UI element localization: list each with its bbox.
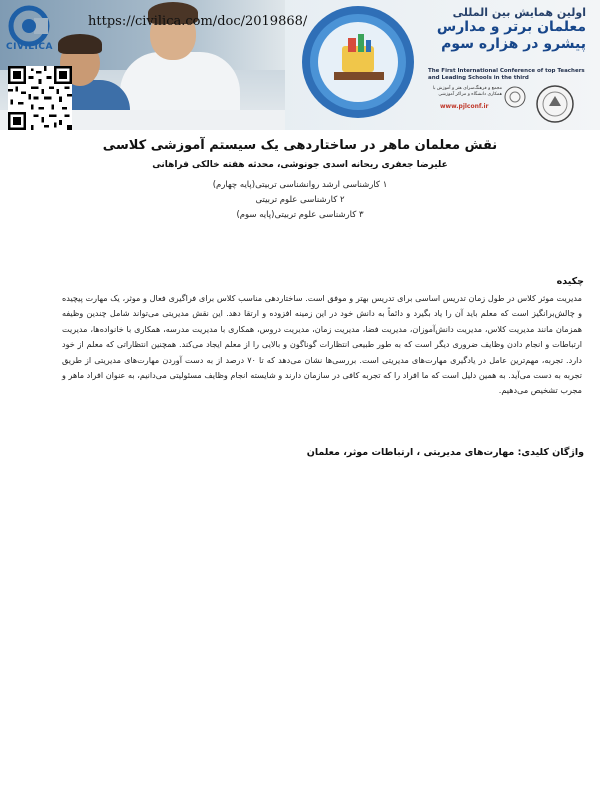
conference-website-link[interactable]: www.pjlconf.ir bbox=[440, 103, 489, 110]
conference-title-fa bbox=[421, 6, 586, 54]
civilica-label: CIVILICA bbox=[6, 42, 53, 52]
sponsor-logo-icon bbox=[535, 84, 575, 124]
conference-seal-icon bbox=[504, 86, 526, 108]
affiliations bbox=[120, 178, 480, 223]
document-url-link[interactable]: https://civilica.com/doc/2019868/ bbox=[88, 14, 308, 29]
conference-subtitle-fa: مجمع و فرهنگ‌سرای هنر و آموزش با همکاری دانشگاه و مراکز آموزشی bbox=[432, 86, 502, 97]
conference-title-line-3: پیشرو در هزاره سوم bbox=[441, 36, 586, 53]
paper-title: نقش معلمان ماهر در ساختاردهی یک سیستم آموزشی کلاسی bbox=[102, 138, 498, 153]
affiliation-1: ۱ کارشناسی ارشد روانشناسی تربیتی(پایه چهارم) bbox=[212, 180, 388, 190]
conference-title-line-1: اولین همایش بین المللی bbox=[452, 6, 586, 19]
qr-code-icon[interactable] bbox=[8, 66, 72, 130]
conference-title-line-2: معلمان برتر و مدارس bbox=[436, 19, 586, 36]
affiliation-3: ۳ کارشناسی علوم تربیتی(پایه سوم) bbox=[236, 210, 364, 220]
abstract-heading: چکیده bbox=[556, 276, 584, 287]
conference-title-en: The First International Conference of top Teachers and Leading Schools in the third bbox=[428, 68, 585, 82]
conference-banner bbox=[0, 0, 600, 130]
affiliation-2: ۲ کارشناسی علوم تربیتی bbox=[255, 195, 345, 205]
conference-emblem-icon bbox=[288, 2, 424, 128]
paper-authors: علیرضا جعفری ریحانه اسدی جونوشی، محدثه هفته خالکی فراهانی bbox=[152, 160, 448, 170]
abstract-text: مدیریت موثر کلاس در طول زمان تدریس اساسی برای تدریس بهتر و موفق است. ساختاردهی مناسب کلاس برای فراگیری فعال و موثر، یک مهارت پیچیده و چالش‌برانگیز است که معلم باید آن را یاد بگیرد و دائماً به دانش خود در این زمینه افزوده و ارتقا دهد. این نقش مدیریتی می‌تواند شامل چندین وظیفه همزمان مانند مدیریت کلاس، مدیریت دانش‌آموزان، مدیریت فضا، مدیریت زمان، مدیریت دروس، همکاری با مدیریت مدرسه، همکاری با خانواده‌ها، مدیریت ارتباطات و انجام دادن وظایف ضروری دیگر است که به طور طبیعی انتظارات گوناگون و بالایی را از معلم ایجاد می‌کند. همچنین انتظاراتی که معلم از خود دارد. تجربه، مهم‌ترین عامل در یادگیری مهارت‌های مدیریتی است. بررسی‌ها نشان می‌دهد که تا ۷۰ درصد از به دست آوردن مهارت‌های مدیریتی از طریق تجربه به دست می‌آید. به همین دلیل است که ما افراد را که تجربه کافی در سازمان دارند و شایسته انجام وظایف مسئولیتی می‌دانیم، به عنوان افراد ماهر و مجرب تشخیص می‌دهیم. bbox=[62, 293, 582, 396]
keywords: واژگان کلیدی: مهارت‌های مدیریتی ، ارتباطات موثر، معلمان bbox=[306, 447, 584, 458]
